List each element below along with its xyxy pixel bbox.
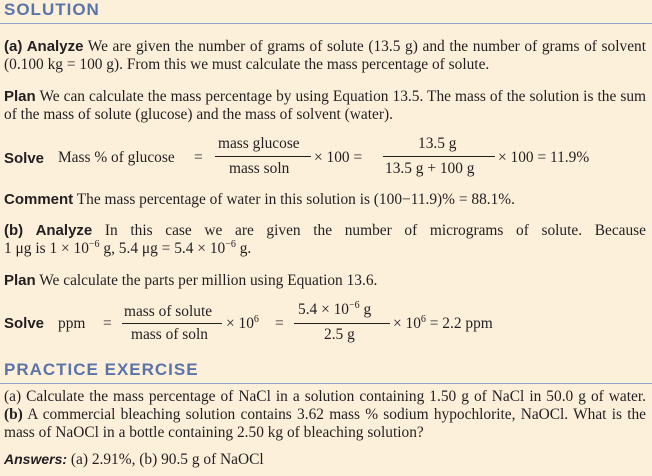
solution-rule — [0, 23, 652, 24]
part-b-analyze-line2 — [4, 240, 646, 258]
part-a-frac2-numerator: 13.5 g — [418, 135, 457, 152]
part-a-frac2-bar — [383, 156, 495, 157]
part-b-result-text: = 2.2 ppm — [425, 315, 493, 332]
part-b-equals-1: = — [103, 315, 112, 332]
part-b-equals-2: = — [275, 315, 284, 332]
part-b-frac2-num-exp: −6 — [349, 299, 360, 311]
part-b-analyze-exp-1: −6 — [88, 238, 100, 250]
part-b-frac2-denominator: 2.5 g — [324, 326, 355, 343]
part-a-analyze-label: (a) Analyze — [4, 38, 84, 55]
practice-text-b: A commercial bleaching solution contains 3.62 mass % sodium hypochlorite, NaOCl. What is the mass of NaOCl in a bottle containing 2.50 kg of bleaching solution? — [4, 406, 646, 441]
part-b-frac1-numerator: mass of solute — [124, 303, 213, 320]
part-b-frac2-num-b: g — [359, 301, 372, 318]
part-b-frac1-denominator: mass of soln — [131, 326, 208, 343]
part-b-analyze-text-2b: g, 5.4 μg = 5.4 × 10 — [99, 240, 226, 257]
part-a-plan — [4, 88, 646, 124]
part-a-solve-label: Solve — [4, 150, 45, 167]
practice-rule — [0, 383, 652, 384]
part-b-exp-a: 6 — [253, 313, 259, 325]
practice-answers-label: Answers: — [4, 451, 68, 467]
part-b-times-b: × 10 — [393, 315, 421, 332]
part-a-frac1-bar — [215, 156, 311, 157]
part-b-result — [393, 315, 493, 333]
part-a-analyze-text: We are given the number of grams of solute (13.5 g) and the number of grams of solvent (0.100 kg = 100 g). From this we must calculate the mass percentage of solute. — [4, 38, 646, 73]
part-a-plan-label: Plan — [4, 88, 36, 105]
part-a-frac2-denominator: 13.5 g + 100 g — [385, 160, 475, 177]
part-b-frac1-bar — [122, 323, 222, 324]
part-a-equals: = — [194, 149, 203, 166]
part-b-frac2-num-a: 5.4 × 10 — [298, 301, 350, 318]
practice-text — [4, 388, 646, 442]
part-b-solve-label: Solve — [4, 315, 45, 332]
part-b-analyze-line1 — [4, 222, 646, 240]
solution-heading: SOLUTION — [4, 0, 100, 19]
part-b-plan — [4, 272, 646, 290]
part-b-analyze-label: (b) Analyze — [4, 222, 93, 239]
part-a-comment — [4, 191, 646, 209]
part-b-solve-lhs: ppm — [58, 315, 86, 332]
part-b-times-a: × 10 — [226, 315, 254, 332]
part-b-analyze-text-1: In this case we are given the number of micrograms of solute. Because — [104, 222, 647, 239]
practice-text-b-label: (b) — [4, 406, 23, 423]
practice-answers — [4, 450, 646, 469]
part-a-frac1-numerator: mass glucose — [218, 135, 300, 152]
part-b-plan-label: Plan — [4, 272, 36, 289]
part-b-times-10-6-a — [226, 315, 259, 333]
part-b-analyze-exp-2: −6 — [225, 238, 236, 250]
part-a-solve-lhs: Mass % of glucose — [58, 149, 175, 166]
practice-heading: PRACTICE EXERCISE — [4, 360, 199, 379]
part-a-frac1-denominator: mass soln — [229, 160, 290, 177]
part-b-exp-b: 6 — [420, 313, 426, 325]
part-b-frac2-numerator — [298, 301, 371, 319]
part-a-comment-text: The mass percentage of water in this solution is (100−11.9)% = 88.1%. — [76, 191, 515, 208]
part-a-analyze — [4, 38, 646, 74]
part-b-plan-text: We calculate the parts per million using Equation 13.6. — [39, 272, 378, 289]
part-b-analyze-text-2a: 1 μg is 1 × 10 — [4, 240, 89, 257]
practice-text-a: (a) Calculate the mass percentage of NaCl in a solution containing 1.50 g of NaCl in 50.0 g of water. — [4, 388, 646, 405]
part-a-result: × 100 = 11.9% — [498, 149, 590, 166]
part-a-times-100: × 100 = — [314, 149, 363, 166]
part-a-plan-text: We can calculate the mass percentage by using Equation 13.5. The mass of the solution is the sum of the mass of solute (glucose) and the mass of solvent (water). — [4, 88, 646, 123]
part-b-frac2-bar — [294, 323, 390, 324]
practice-answers-text: (a) 2.91%, (b) 90.5 g of NaOCl — [70, 451, 264, 468]
part-b-analyze-text-2c: g. — [235, 240, 252, 257]
part-a-comment-label: Comment — [4, 191, 74, 208]
